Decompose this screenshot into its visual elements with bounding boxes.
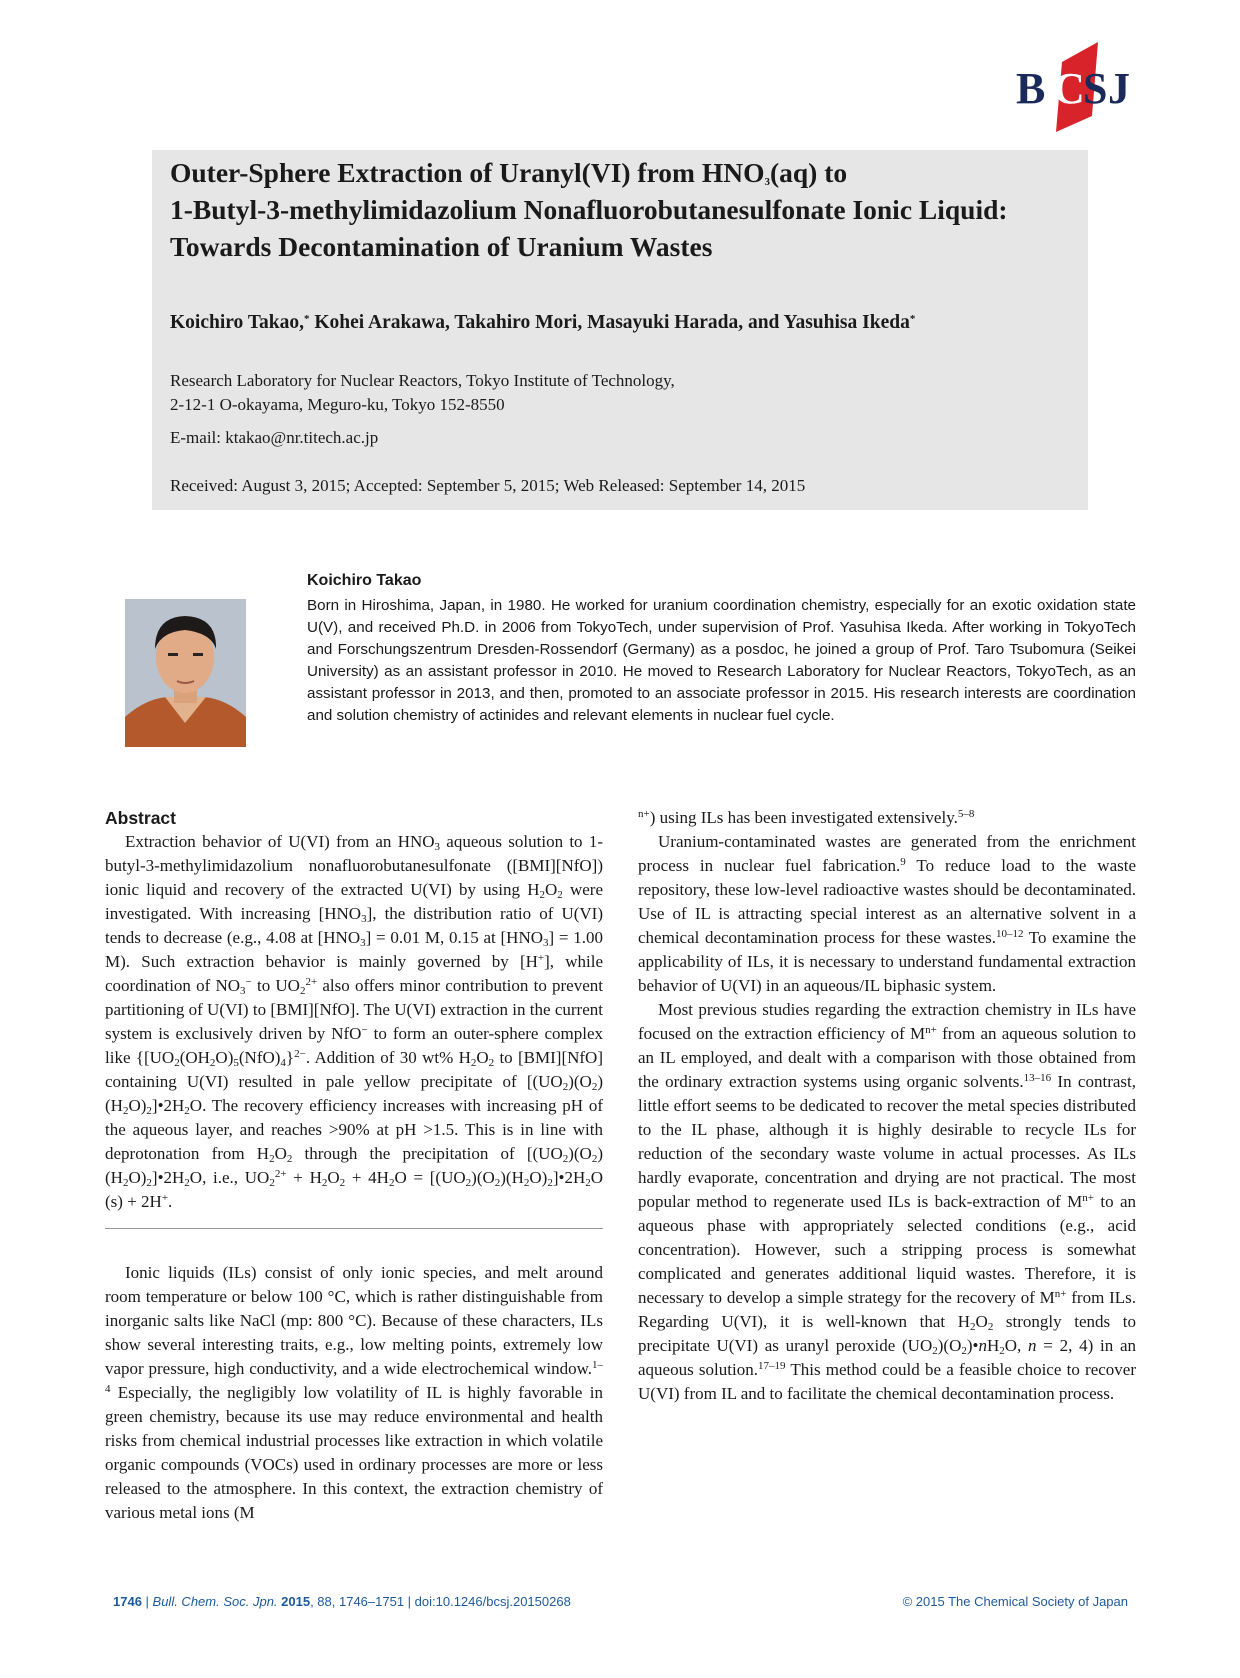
portrait-icon	[125, 599, 246, 747]
journal-logo	[1010, 40, 1138, 132]
left-column	[105, 806, 603, 1525]
svg-text:J: J	[1108, 64, 1130, 113]
copyright-notice: © 2015 The Chemical Society of Japan	[902, 1594, 1128, 1609]
author-photo	[125, 599, 246, 747]
bio-text: Born in Hiroshima, Japan, in 1980. He worked for uranium coordination chemistry, especially for an exotic oxidation state U(V), and received Ph.D. in 2006 from TokyoTech, under supervision of Prof. Yasuhisa Ikeda. After working in TokyoTech and Forschungszentrum Dresden-Rossendorf (Germany) as a posdoc, he joined a group of Prof. Taro Tsubomura (Seikei University) as an assistant professor in 2010. He moved to Research Laboratory for Nuclear Reactors, TokyoTech, as an assistant professor in 2013, and then, promoted to an associate professor in 2015. His research interests are coordination and solution chemistry of actinides and relevant elements in nuclear fuel cycle.	[307, 597, 1136, 724]
intro-paragraph-1-continued: $^{n+}$) using ILs has been investigated extensively.$^{5-8}$	[638, 808, 975, 827]
bio-author-name: Koichiro Takao	[307, 572, 422, 589]
intro-paragraph-1: Ionic liquids (ILs) consist of only ionic species, and melt around room temperature or below 100 °C, which is rather distinguishable from inorganic salts like NaCl (mp: 800 °C). Because of these characters, ILs show several interesting traits, e.g., low melting points, extremely low vapor pressure, high conductivity, and a wide electrochemical window.$^{1-4}$ Especially, the negligibly low volatility of IL is highly favorable in green chemistry, because its use may reduce environmental and health risks from chemical industrial processes like extraction in which volatile organic compounds (VOCs) used in ordinary processes are more or less released to the atmosphere. In this context, the extraction chemistry of various metal ions (M	[105, 1263, 603, 1522]
svg-text:C: C	[1053, 64, 1085, 113]
affiliation: Research Laboratory for Nuclear Reactors, Tokyo Institute of Technology, 2-12-1 O-okayama, Meguro-ku, Tokyo 152-8550	[170, 371, 675, 414]
intro-paragraph-2: Uranium-contaminated wastes are generated from the enrichment process in nuclear fuel fabrication.$^9$ To reduce load to the waste repository, these low-level radioactive wastes should be decontaminated. Use of IL is attracting special interest as an alternative solvent in a chemical decontamination process for these wastes.$^{10-12}$ To examine the applicability of ILs, it is necessary to understand fundamental extraction behavior of U(VI) in an aqueous/IL biphasic system.	[638, 832, 1136, 995]
intro-paragraph-3: Most previous studies regarding the extraction chemistry in ILs have focused on the extraction efficiency of $M^{n+}$ from an aqueous solution to an IL employed, and dealt with a comparison with those obtained from the ordinary extraction systems using organic solvents.$^{13-16}$ In contrast, little effort seems to be dedicated to recover the metal species distributed to the IL phase, although it is highly desirable to recycle ILs for reduction of the secondary waste volume in actual processes. As ILs hardly evaporate, concentration and drying are not practical. The most popular method to regenerate used ILs is back-extraction of $M^{n+}$ to an aqueous phase with appropriately selected conditions (e.g., acid concentration). However, such a stripping process is somewhat complicated and generates additional liquid wastes. Therefore, it is necessary to develop a simple strategy for the recovery of $M^{n+}$ from ILs. Regarding U(VI), it is well-known that $H_2O_2$ strongly tends to precipitate U(VI) as uranyl peroxide $(UO_2)(O_2)•nH_2O$, n = 2, 4) in an aqueous solution.$^{17-19}$ This method could be a feasible choice to recover U(VI) from IL and to facilitate the chemical decontamination process.	[638, 1000, 1137, 1403]
publication-dates: Received: August 3, 2015; Accepted: September 5, 2015; Web Released: September 14, 2015	[170, 476, 806, 495]
right-column	[638, 806, 1136, 1406]
page-footer-citation: 1746 | Bull. Chem. Soc. Jpn. 2015, 88, 1746–1751 | doi:10.1246/bcsj.20150268	[113, 1594, 571, 1609]
journal-name: Bull. Chem. Soc. Jpn.	[152, 1594, 278, 1609]
abstract-text: Extraction behavior of U(VI) from an $HNO_3$ aqueous solution to 1-butyl-3-methylimidazolium nonafluorobutanesulfonate ([BMI][NfO]) ionic liquid and recovery of the extracted U(VI) by using $H_2O_2$ were investigated. With increasing $[HNO_3]$, the distribution ratio of U(VI) tends to decrease (e.g., 4.08 at $[HNO_3] = 0.01$ M, 0.15 at $[HNO_3] = 1.00$ M). Such extraction behavior is mainly governed by [H+], while coordination of $NO_3^-$ to $UO_2^{2+}$ also offers minor contribution to prevent partitioning of U(VI) to [BMI][NfO]. The U(VI) extraction in the current system is exclusively driven by NfO− to form an outer-sphere complex like {$[UO_2(OH_2O)_5(NfO)_4\}^{2-}$. Addition of 30 wt% $H_2O_2$ to [BMI][NfO] containing U(VI) resulted in pale yellow precipitate of $[(UO_2)(O_2)(H_2O)_2]•2H_2O$. The recovery efficiency increases with increasing pH of the aqueous layer, and reaches >90% at pH >1.5. This is in line with deprotonation from $H_2O_2$ through the precipitation of $[(UO_2)(O_2)(H_2O)_2]•2H_2O$, i.e., $UO_2^{2+} + H_2O_2 + 4H_2O$ = $[(UO_2)(O_2)(H_2O)_2]•2H_2O$ (s) + 2H+.	[105, 832, 604, 1211]
article-title: Outer-Sphere Extraction of Uranyl(VI) from $HNO_3(aq)$ to 1-Butyl-3-methylimidazolium Nonafluorobutanesulfonate Ionic Liquid: Towards Decontamination of Uranium Wastes	[170, 157, 1008, 262]
svg-text:S: S	[1083, 64, 1108, 113]
abstract-heading: Abstract	[105, 808, 176, 828]
bcsj-logo-icon	[1010, 40, 1138, 132]
doi-link[interactable]: doi:10.1246/bcsj.20150268	[414, 1594, 571, 1609]
contact-email: E-mail: ktakao@nr.titech.ac.jp	[170, 428, 379, 447]
svg-text:B: B	[1016, 64, 1046, 113]
author-list: Koichiro Takao,* Kohei Arakawa, Takahiro Mori, Masayuki Harada, and Yasuhisa Ikeda*	[170, 312, 916, 333]
page-number: 1746	[113, 1594, 142, 1609]
abstract-divider	[105, 1228, 603, 1229]
